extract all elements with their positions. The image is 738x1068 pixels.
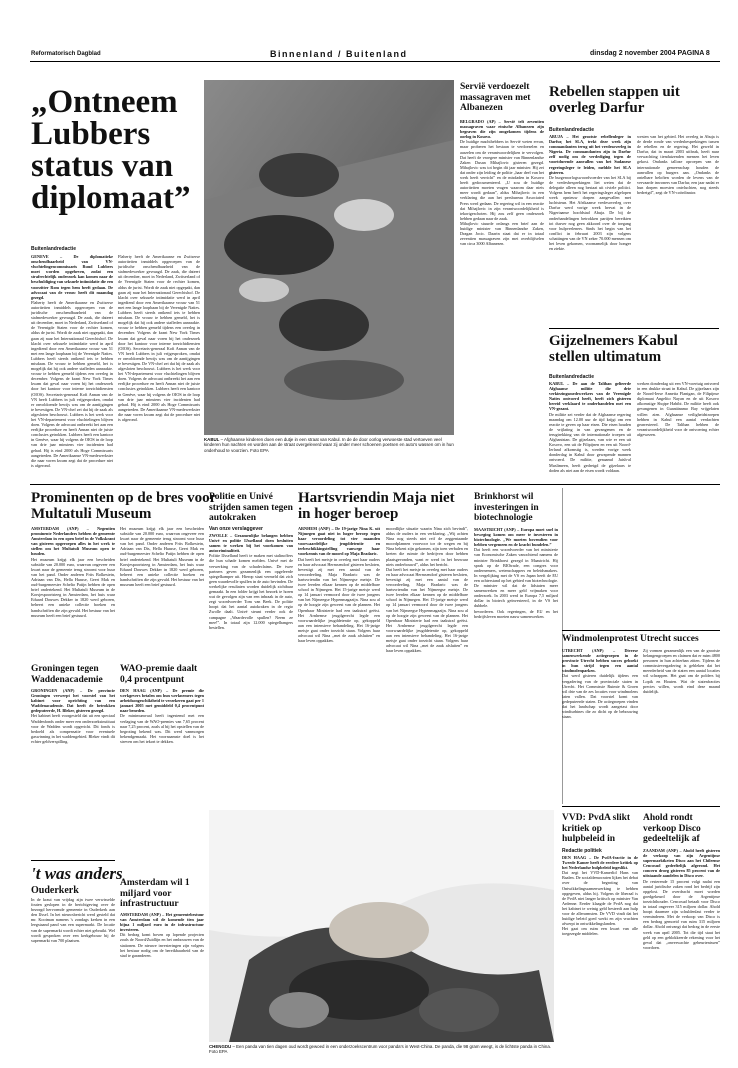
disco-body: De resterende 15 procent volgt nadat een aantal juridische zaken rond het bedrijf zijn opgelost. De overdracht moet worden goedgekeurd door de Argentijnse toezichthouder. Cencosud betaalt voor Disco in totaal ongeveer 315 miljoen dollar. Ahold hoopt daarmee zijn schuldenlast verder te verminderen. Met de verkoop van Disco is een bedrag gemoeid van ruim 315 miljoen dollar. Ahold ontvangt dat bedrag in de eerste week van april 2005. Tot die tijd staat het geld op een geblokkeerde rekening voor het geval dat „onverwachte gebeurtenissen” voordoen. — [643, 878, 720, 950]
wao-column — [120, 688, 204, 848]
ultimatum-byline: Buitenlandredactie — [549, 374, 595, 380]
wadden-body: Het kabinet heeft voorgesteld dat uit een speciaal Waddenfonds onder meer een onderzoeksinstituut voor de Wadden wordt opgericht. Dit fonds is bedoeld als compensatie voor eventuele gaswinning in het waddengebied. Bleker vindt dit echter geldverspilling. — [31, 713, 115, 744]
anders-title: 't was anders — [31, 864, 123, 883]
date-page — [590, 50, 710, 57]
infra-body: Dit bedrag komt boven op lopende projecten zoals de Noord/Zuidlijn en het ombouwen van de stationen. De nieuwe investeringen zijn volgens het bestuur nodig om de bereikbaarheid van de stad te garanderen. — [120, 932, 204, 958]
multatuli-body-cont: Het museum krijgt elk jaar een bescheiden subsidie van 20.000 euro, waarvan ongeveer een kwart naar de gemeente terug stroomt voor huur van het pand. Onder anderen Frits Bolkestein, Adriaan van Dis, Hella Haasse, Geert Mak en oud-burgemeester Schelto Patijn hebben de open brief ondertekend. Het Multatuli Museum in de Korsjespoortsteeg in Amsterdam, het huis waar Eduard Douwes Dekker in 1820 werd geboren, beheert een unieke collectie boeken en handschriften die zijn gevuld. Het bestuur van het museum heeft een brief gestuurd. — [120, 526, 204, 588]
ultimatum-column-2 — [637, 381, 719, 481]
darfur-body: De burgeroorlogswoordvoerder van het SLA bij de vredesbesprekingen liet weten dat de delegatie alleen nog bestaat uit civiele politici. Volgens hem heeft het regeringsleger afgelopen week opnieuw dorpen aangevallen met luchtsteun. Het Afrikaanse vredesoverleg over Darfur werd vorige week hervat in de Nigeriaanse hoofdstad Abuja. De bij de onderhandelingen betrokken partijen bereikten tot dusver nog geen akkoord over de toegang voor hulpverleners. Sinds het begin van het conflict in februari 2003 zijn volgens schattingen van de VN zeker 70.000 mensen om het leven gekomen, voornamelijk door honger en ziekte. — [549, 174, 631, 252]
servie-headline: Servië verdoezelt massagraven met Albanezen — [460, 82, 531, 113]
kabul-caption-city: KABUL — [204, 437, 220, 442]
hartsvriendin-column-1 — [298, 526, 380, 803]
ultimatum-body2: werken donderdag uit een VN-voertuig ontvoerd in een drukke straat in Kabul. De gijzelaars zijn de Noord-Ierse Annetta Flanigan, de Filipijnse diplomaat Angelito Nayan en de uit Kosovo afkomstige Shqipe Habibi. De militie heeft ook gevangenen in Guantánamo Bay vrijgelaten willen zien. Afghaanse veiligheidstroepen hebben in Kabul een aantal verdachten gearresteerd. De Taliban hebben de verantwoordelijkheid voor de ontvoering echter afgewezen. — [637, 381, 719, 437]
panda-cub-image — [209, 810, 554, 1042]
lubbers-body: Flaherty heeft de Amerikaanse en Zwitserse autoriteiten inmiddels opgeroepen van de juridische onschendbaarheid van de stafmedewerker gevraagd. De zaak, die dateert uit december, moet in Nederland, Zwitserland of de Verenigde Staten voor de rechter komen, aldus de jurist. Wordt de zaak niet opgepakt, dan gaan zij naar het Internationaal Gerechtshof. De klacht over seksuele intimidatie werd in april ingediend door een Amerikaanse vrouw van 51 met een lange loopbaan bij de Verenigde Naties. Lubbers heeft steeds ontkend iets te hebben misdaan. De vrouw te hebben gemeld, het is mogelijk dat hij ook andere stafleden aanraakte. vrouw te hebben gemeld tijdens een overleg in december. Volgens de krant New York Times kwam dat geval naar voren bij het onderzoek door het kantoor voor interne toezichtdiensten (OIOS). Secretaris-generaal Kofi Annan van de VN heeft Lubbers in juli vrijgesproken, omdat er onvoldoende bewijs was om de aantijgingen te bevestigen. De VN-chef zei dat hij de zaak als afgesloten beschouwt. Lubbers is het werk voor het VN-departement voor vluchtelingen blijven doen. Volgens de advocaat ontbreekt het aan een eerlijke procedure en heeft Annan niet de juiste conclusies getrokken. Lubbers heeft een kantoor in Genève, waar hij volgens de OIOS in de loop van drie jaar minstens vier incidenten had gehad. Hij is eind 2000 als Hoge Commissaris aangetreden. De Amerikaanse VN-medewerkster die naar voren kwam zegt dat de procedure niet is afgerond. — [31, 299, 113, 468]
windmolen-column-1 — [562, 648, 638, 803]
page-date: dinsdag 2 november 2004 — [590, 50, 676, 57]
infra-headline: Amsterdam wil 1 miljard voor infrastructuur — [120, 878, 190, 909]
kabul-photo — [204, 80, 454, 435]
page-header — [0, 0, 738, 62]
panda-photo-caption — [209, 1044, 554, 1064]
page-number: PAGINA 8 — [677, 50, 710, 57]
darfur-column-1 — [549, 134, 631, 326]
hartsvriendin-body-cont: Dat heeft het meisje in overleg met haar ouders en haar advocaat Hermsendorf gisteren besloten, bevestigt zij met een aantal van de veroordeeling. Maja Bradaric was de hartsvriendin van het Nijmeegse meisje. De twee leerden elkaar kennen op de middelbare school in Nijmegen. Het 15-jarige meisje werd op 14 januari vermoord door de twee jongens van het Nijmeegse Hypenmagazijn. Nina zou al op de hoogte zijn geweest van de plannen. Het Openbaar Ministerie had een taakstraf geëist. Het Arnhemse jeugdgerecht legde een voorwaardelijke jeugddetentie op, gekoppeld aan een intensieve behandeling. Het 16-jarige meisje gaat onder toezicht staan. Volgens haar advocaat wil Nina „met de zaak afsluiten” en haar leven oppakken. — [386, 566, 468, 654]
servie-body2: Mihajlovic stuurde onlangs een brief aan de huidige minister van Binnenlandse Zaken, Dragan Jocic. Daarin staat dat er in totaal zeventien massagraven zijn met overblijfselen van circa 3000 Albanezen. — [460, 220, 544, 247]
vvd-byline: Redactie politiek — [562, 848, 602, 854]
windmolen-column-2 — [643, 648, 720, 803]
unive-byline: Van onze verslaggever — [209, 526, 263, 532]
multatuli-body: Het museum krijgt elk jaar een bescheiden subsidie van 20.000 euro, waarvan ongeveer een kwart naar de gemeente terug stroomt voor huur van het pand. Onder anderen Frits Bolkestein, Adriaan van Dis, Hella Haasse, Geert Mak en oud-burgemeester Schelto Patijn hebben de open brief ondertekend. Het Multatuli Museum in de Korsjespoortsteeg in Amsterdam, het huis waar Eduard Douwes Dekker in 1820 werd geboren, beheert een unieke collectie boeken en handschriften die zijn gevuld. Het bestuur van het museum heeft een brief gestuurd. — [31, 556, 115, 618]
top-section-rule — [30, 484, 720, 485]
ultimatum-column-1 — [549, 381, 631, 481]
unive-column — [209, 533, 293, 803]
multatuli-column-1 — [31, 526, 115, 658]
vvd-lead: DEN HAAG – De PvdA-fractie in de Tweede Kamer heeft de eerdere kritiek op het Nederlandse hulpbeleid ingeslikt. — [562, 855, 638, 871]
lubbers-lead: GENEVE – De diplomatieke onschendbaarheid van VN-vluchtelingencommissaris Ruud Lubbers moet worden opgeheven, zodat een strafrechtelijk onderzoek kan komen naar de beschuldiging van seksuele intimidatie die een voorzitter Rom tegen hem heeft gedaan. De advocaat van de vrouw heeft dit maandag gezegd. — [31, 254, 113, 300]
hartsvriendin-lead: ARNHEM (ANP) – De 19-jarige Nina K. uit Nijmegen gaat niet in hoger beroep tegen haar veroordeling tot vier maanden voorwaardelijke jeugddetentie en terbeschikkingstelling vanwege haar voorkennis van de moord op Maja Bradaric. — [298, 526, 380, 557]
kabul-children-image — [204, 80, 454, 435]
lubbers-column-2 — [118, 254, 200, 482]
infra-column — [120, 912, 204, 1057]
brinkhorst-lead: MAASTRICHT (ANP) – Europa moet snel in beweging komen om meer te investeren in biotechnologie. „We moeten bovendien voor hebben vergemeen en de kracht bundelen.” — [474, 527, 558, 548]
darfur-kabul-rule — [549, 328, 719, 329]
vvd-headline: VVD: PvdA slikt kritiek op hulpbeleid in — [562, 813, 631, 844]
header-rule — [30, 61, 720, 62]
wao-body: De minimumvaal heeft ingestemd met een verlaging van de WAO-premies van 7,65 procent naar 7,25 procent, zoals al bij het opstellen van de begroting bekend was. Dit werd vanmorgen bekendgemaakt. Het voornaamste doel is het streven om het tekort te dekken. — [120, 713, 204, 744]
kabul-caption-text: – Afghaanse kinderen doen een dutje in een straat van Kabul. In de de door oorlog verwoeste stad vertoeven veel kinderen hun nachten en worden aan de straat overgeleverd waar zij onder meer schoenen poetsen en auto's wassen om in hun onderhoud te voorzien. — [204, 437, 454, 453]
anders-subtitle: Ouderkerk — [31, 885, 79, 896]
unive-headline: Politie en Univé strijden samen tegen autokraken — [209, 492, 293, 523]
wao-headline: WAO-premie daalt 0,4 procentpunt — [120, 664, 198, 685]
vvd-column — [562, 855, 638, 1055]
brinkhorst-headline: Brinkhorst wil investeringen in biotechnologie — [474, 492, 539, 523]
wadden-column — [31, 688, 115, 853]
servie-body: De huidige machthebbers in Servië weten ervan, maar proberen het bestaan te verdoezelen en aarzelen om de verantwoordelijken te vervolgen. Dat heeft de vroegere minister van Binnenlandse Zaken Dusan Mihajlovic gisteren gezegd. Mihajlovic was tot begin dit jaar minister. Hij zei dat onder zijn leiding de politie „haar deel van het werk heeft verricht” en de misdaden in Kosovo heeft gedocumenteerd. „U zou de huidige autoriteiten moeten vragen waarom daar niets meer wordt gedaan”, aldus Mihajlovic in een verklaring die aan het persbureau Associated Press werd gedaan. De regering wil in een reactie dat Mihajlovic in zijn verantwoordelijkheid is tekortgeschoten. Hij zou zelf geen onderzoek hebben gedaan naar de zaak. — [460, 139, 544, 221]
servie-column — [460, 119, 544, 481]
unive-lead: ZWOLLE – Gezamenlijke belangen hebben Univé en politie IJsselland doen besluiten samen te werken bij het voorkomen van autocriminaliteit. — [209, 533, 293, 554]
ultimatum-body: De militie zei verder dat de Afghaanse regering maandag om 12.00 uur de tijd krijgt om een reactie te geven op haar eisen. Die eisen houden de vrijlating in van gevangenen en de terugtrekking van de internationale troepen uit Afghanistan. De gijzelaars, van wie er een uit Kosovo, een uit de Filipijnen en een uit Noord-Ierland afkomstig is, werden vorige week donderdag in Kabul door gewapende mannen ontvoerd. De militie, genaamd Jaish-al Muslimeen, heeft gedreigd de gijzelaars te doden als niet aan de eisen wordt voldaan. — [549, 411, 631, 473]
wadden-lead: GRONINGEN (ANP) – De provincie Groningen verwerpt het voorstel van het kabinet voor oprichting van een Waddenacademie. Dat heeft de betrokken gedeputeerde, H. Bleker, gisteren gezegd. — [31, 688, 115, 714]
brinkhorst-body: Dat heeft een woordvoerder van het ministerie van Economische Zaken vanochtend namens de minister Brinkhorst gezegd in Maastricht. Hij sprak op de BIOtrade, een congres voor ondernemers, wetenschappers en beleidsmakers. In vergelijking met de VS en Japan heeft de EU een achterstand op het gebied van biotechnologie. De minister wil dat de lidstaten meer samenwerken en meer geld vrijmaken voor onderzoek. In 2003 werd in Europa 7,5 miljard dollar in biotech geïnvesteerd, in de VS het dubbele. — [474, 547, 558, 609]
panda-caption-city: CHENGDU — [209, 1044, 232, 1049]
ultimatum-headline: Gijzelnemers Kabul stellen ultimatum — [549, 333, 678, 365]
lubbers-headline: „Ontneem Lubbers status van diplomaat” — [31, 84, 191, 216]
servie-lead: BELGRADO (AP) – Servië telt zeventien massagraven waar etnische Albanezen zijn begraven die zijn omgekomen tijdens de oorlog in Kosovo. — [460, 119, 544, 140]
lubbers-column-1 — [31, 254, 113, 482]
newspaper-name: Reformatorisch Dagblad — [31, 51, 101, 57]
bottom-right-rule — [562, 806, 720, 807]
disco-lead: ZAANDAM (ANP) – Ahold heeft gisteren de verkoop van zijn Argentijnse supermarktketen Disco aan het Chileense Cencosud gedeeltelijk afgerond. Het concern droeg gisteren 85 procent van de uitstaande aandelen in Disco over. — [643, 848, 720, 879]
wadden-headline: Groningen tegen Waddenacademie — [31, 664, 103, 685]
windmolen-body: Dat werd gisteren duidelijk tijdens een vergadering van de provinciale staten in Utrecht. Het Commissie Ruimte & Groen wil drie van de zes locaties voor windmolens laten vallen. Dat voorstel komt van gedeputeerde staten. De actiegroepen vinden dat het landschap wordt aangetast door windturbines die zo dicht op de bebouwing staan. — [562, 673, 638, 720]
brinkhorst-body2: bevorderen. Ook regeringen, de EU en het bedrijfsleven moeten nauw samenwerken. — [474, 608, 558, 619]
panda-caption-text: – Een panda van tien dagen oud wordt gewoed in een onderzoekscentrum voor panda's in West-China. De panda, die 98 gram weegt, is de lichtste panda in China. — [232, 1044, 551, 1049]
darfur-column-2 — [637, 134, 719, 326]
darfur-headline: Rebellen stappen uit overleg Darfur — [549, 84, 680, 116]
disco-headline: Ahold rondt verkoop Disco gedeeltelijk af — [643, 813, 701, 844]
darfur-byline: Buitenlandredactie — [549, 127, 595, 133]
windmolen-lead: UTRECHT (ANP) – Diverse samenwerkende actiegroepen in de provincie Utrecht hebben succes geboekt in hun strijd tegen een aantal windmolenparken. — [562, 648, 638, 674]
multatuli-lead: AMSTERDAM (ANP) – Negentien prominente Nederlanders hebben de gemeente Amsterdam in een open brief in de Volkskrant van gisteren opgeroepen alles in het werk te stellen om het Multatuli Museum open te houden. — [31, 526, 115, 557]
darfur-body2: westen van het gebied. Het overleg in Abuja is de derde ronde van vredesbesprekingen tussen de rebellen en de regering. Het geweld in Darfur, dat in maart 2003 uitbrak, heeft naar verwachting tienduizenden mensen het leven gekost. Ondanks talloze oproepen van de internationale gemeenschap houden de aanvallen op burgers aan. „Ondanks de ontelbare beloften worden de levens van de vervaarde inwoners van Darfur, een jaar nadat er hun dorpen moesten ontvluchten, nog steeds bedreigd”, zegt de VN-coördinator. — [637, 134, 719, 196]
anders-column — [31, 897, 115, 1057]
section-title: Binnenland / Buitenland — [270, 49, 408, 59]
multatuli-column-2 — [120, 526, 204, 658]
windmolen-rule — [562, 630, 720, 631]
darfur-lead: ABUJA – Het grootste rebellenleger in Darfur, het SLA, trekt deze week zijn commandanten terug uit het vredesoverleg in Nigeria. De commandanten zijn in Darfur zelf nodig om de verdediging tegen de voortdurende aanvallen van het Sudanese regeringsleger te leiden, meldde het SLA gisteren. — [549, 134, 631, 175]
hartsvriendin-column-2 — [386, 526, 468, 803]
anders-rule — [31, 860, 115, 861]
anders-body: In de kraut van vrijdag zijn twee verwisselde fouten geslopen in de berichtgeving over de bezorgd hervormde gemeente in Ouderkerk aan den IJssel. In het nieuwsbericht werd gesteld dat mr. Kooiman namens 's zondags kerken in een leegstaand pand van een supermarkt. De locatie van de supermarkt wordt echter niet gebruikt. Wel wordt gesproken over een kerkgebouw bij de supermarkt van 700 plaatsen. — [31, 897, 115, 943]
ultimatum-lead: KABUL – De aan de Taliban gelieerde Afghaanse militie die drie verkiezingsmedewerkers van de Verenigde Naties ontvoerd heeft, heeft zich gisteren bereid verklaard te onderhandelen met een VN-gezant. — [549, 381, 631, 412]
hartsvriendin-body2: moordlijke situatie waarin Nina zich bevindt”, aldus de ouders in een verklaring. „Wij achten Nina nog steeds niet reif de zeggentaande moordplannen voorvoor tor de wegen en bij Nina bekent zijn gekomen, zijn toen verbalen en kreten die ruimte de bedrijven door hebben plaatsgevonden, want er werd in het bezwaar niets onderbouwd”, aldus het bericht. — [386, 526, 468, 567]
lubbers-byline: Buitenlandredactie — [31, 246, 77, 252]
vvd-body2: Het gaat om ruim een kwart van alle toegezegde middelen. — [562, 926, 638, 937]
wao-lead: DEN HAAG (ANP) – De premie die werkgevers betalen om hun werknemers tegen arbeidsongeschiktheid te verzekeren gaat per 1 januari 2005 met gemiddeld 0,4 procentpunt naar beneden. — [120, 688, 204, 714]
infra-lead: AMSTERDAM (ANP) – Het gemeentebestuur van Amsterdam wil de komende tien jaar bijna 1 miljard euro in de infrastructuur investeren. — [120, 912, 204, 933]
windmolen-body2: Zij vormen gezamenlijk een van de grootste belangengroepen en claimen dat er ruim 4800 personen in hun achterban zitten. Tijdens de commissievergadering is gebleken dat het meerderheid van de staten een aantal locaties wil schrappen. Het gaat om de polders bij Lopik en Houten. Wat de statenfracties precies willen, wordt eind deze maand duidelijk. — [643, 648, 720, 694]
windmolen-headline: Windmolenprotest Utrecht succes — [562, 634, 699, 644]
kabul-caption-credit: Foto EPA — [250, 447, 269, 453]
lubbers-body-cont: Flaherty heeft de Amerikaanse en Zwitserse autoriteiten inmiddels opgeroepen van de juridische onschendbaarheid van de stafmedewerker gevraagd. De zaak, die dateert uit december, moet in Nederland, Zwitserland of de Verenigde Staten voor de rechter komen, aldus de jurist. Wordt de zaak niet opgepakt, dan gaan zij naar het Internationaal Gerechtshof. De klacht over seksuele intimidatie werd in april ingediend door een Amerikaanse vrouw van 51 met een lange loopbaan bij de Verenigde Naties. Lubbers heeft steeds ontkend iets te hebben misdaan. De vrouw te hebben gemeld, het is mogelijk dat hij ook andere stafleden aanraakte. vrouw te hebben gemeld tijdens een overleg in december. Volgens de krant New York Times kwam dat geval naar voren bij het onderzoek door het kantoor voor interne toezichtdiensten (OIOS). Secretaris-generaal Kofi Annan van de VN heeft Lubbers in juli vrijgesproken, omdat er onvoldoende bewijs was om de aantijgingen te bevestigen. De VN-chef zei dat hij de zaak als afgesloten beschouwt. Lubbers is het werk voor het VN-departement voor vluchtelingen blijven doen. Volgens de advocaat ontbreekt het aan een eerlijke procedure en heeft Annan niet de juiste conclusies getrokken. Lubbers heeft een kantoor in Genève, waar hij volgens de OIOS in de loop van drie jaar minstens vier incidenten had gehad. Hij is eind 2000 als Hoge Commissaris aangetreden. De Amerikaanse VN-medewerkster die naar voren kwam zegt dat de procedure niet is afgerond. — [118, 254, 200, 422]
disco-column — [643, 848, 720, 1055]
panda-photo — [209, 810, 554, 1042]
vvd-body: Dat zegt het VVD-Kamerlid Hans van Baalen. De socialdemocraten lijken het debat over de begroting van Ontwikkelingssamenwerking te hebben opgegeven, aldus hij. Volgens de liberaal is de PvdA niet langer kritisch op minister Van Ardenne. Eerder klaagde de PvdA nog dat het kabinet te weinig geld besteedt aan hulp voor de allerarmsten. De VVD vindt dat het huidige beleid goed werkt en zijn vruchten afwerpt in ontwikkelingslanden. — [562, 870, 638, 927]
multatuli-headline: Prominenten op de bres voor Multatuli Museum — [31, 490, 217, 522]
brinkhorst-column — [474, 527, 558, 803]
hartsvriendin-headline: Hartsvriendin Maja niet in hoger beroep — [298, 490, 455, 522]
panda-caption-credit: Foto EPA — [209, 1049, 228, 1055]
hartsvriendin-body: Dat heeft het meisje in overleg met haar ouders en haar advocaat Hermsendorf gisteren besloten, bevestigt zij met een aantal van de veroordeeling. Maja Bradaric was de hartsvriendin van het Nijmeegse meisje. De twee leerden elkaar kennen op de middelbare school in Nijmegen. Het 15-jarige meisje werd op 14 januari vermoord door de twee jongens van het Nijmeegse Hypenmagazijn. Nina zou al op de hoogte zijn geweest van de plannen. Het Openbaar Ministerie had een taakstraf geëist. Het Arnhemse jeugdgerecht legde een voorwaardelijke jeugddetentie op, gekoppeld aan een intensieve behandeling. Het 16-jarige meisje gaat onder toezicht staan. Volgens haar advocaat wil Nina „met de zaak afsluiten” en haar leven oppakken. — [298, 556, 380, 644]
unive-body: Politie IJsselland heeft te maken met stalinoffers die hun schade komen melden. Univé met de verwerking van de schadeclaims. De twee partners geven gezamenlijk een opgeleerde spiegelkamper uit. Hierop staat vermeld dat zich geen waardevolle spullen in de auto bevinden. De werkelijke resultaten worden duidelijk zichtbaar gemaakt. In een folder krijgt het bezoek te horen wat de gevolgen zijn van een inbraak in de auto, zegt woordvoerder Tom van Beek. De politie hoopt dat het aantal autokraken in de regio Zwolle daalt. Univé steunt verder ook de campagne „Waardevolle spullen? Neem ze mee!”. In totaal zijn 12.000 spiegelhangers bestellen. — [209, 553, 293, 630]
kabul-photo-caption — [204, 437, 454, 467]
